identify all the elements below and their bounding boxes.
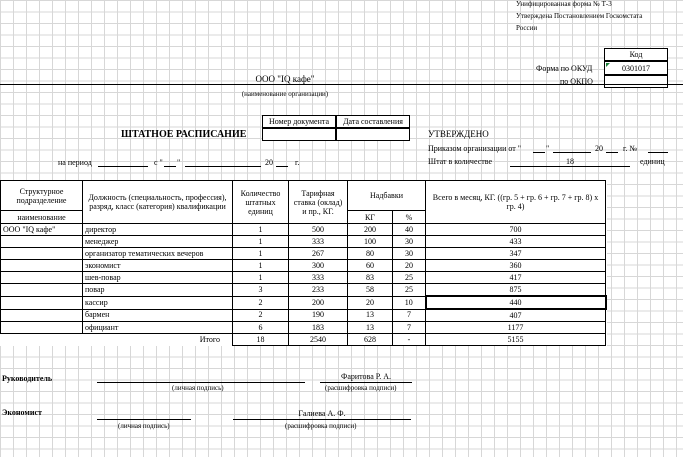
header-subdivision-name: наименование <box>1 211 83 224</box>
order-year-prefix: 20 <box>595 144 603 153</box>
row-dept[interactable] <box>1 284 83 297</box>
header-allowance-percent: % <box>393 211 426 224</box>
cell-comment-marker-icon <box>606 63 610 67</box>
okpo-label: по ОКПО <box>560 77 593 86</box>
order-g-no: г. № <box>623 144 638 153</box>
economist-name[interactable]: Галиева А. Ф. <box>298 409 346 418</box>
row-rate[interactable]: 500 <box>289 224 348 236</box>
period-year-prefix: 20 <box>265 158 273 167</box>
order-day-field[interactable] <box>533 152 545 153</box>
org-name-underline <box>0 84 683 85</box>
director-signature-line[interactable] <box>97 382 305 383</box>
header-position: Должность (специальность, профессия), разряд, класс (категория) квалификации <box>83 181 233 224</box>
org-caption: (наименование организации) <box>241 90 329 98</box>
selected-cell-total[interactable]: 440 <box>426 296 606 309</box>
row-allowance-kg[interactable]: 100 <box>348 236 393 248</box>
row-dept[interactable]: ООО "IQ кафе" <box>1 224 83 236</box>
row-dept[interactable] <box>1 272 83 284</box>
totals-rate[interactable]: 2540 <box>289 334 348 346</box>
order-label: Приказом организации от " <box>428 144 522 153</box>
row-dept[interactable] <box>1 236 83 248</box>
period-c-label: с " <box>154 158 163 167</box>
doc-date-label: Дата составления <box>343 117 403 126</box>
period-year-field[interactable] <box>276 166 288 167</box>
table-row[interactable] <box>1 248 606 260</box>
row-count[interactable]: 6 <box>233 322 289 334</box>
table-row[interactable] <box>1 309 606 322</box>
row-dept[interactable] <box>1 260 83 272</box>
okud-label: Форма по ОКУД <box>536 64 593 73</box>
row-position[interactable]: экономист <box>83 260 233 272</box>
doc-number-header <box>262 115 336 128</box>
period-label: на период <box>58 158 92 167</box>
order-number-field[interactable] <box>648 152 668 153</box>
doc-date-header <box>336 115 410 128</box>
director-signature-caption: (личная подпись) <box>172 384 224 392</box>
economist-name-line <box>233 419 411 420</box>
row-rate[interactable]: 200 <box>289 296 348 309</box>
row-rate[interactable]: 233 <box>289 284 348 297</box>
order-month-field[interactable] <box>553 152 591 153</box>
code-header-cell[interactable] <box>604 48 668 61</box>
row-rate[interactable]: 183 <box>289 322 348 334</box>
row-dept[interactable] <box>1 296 83 309</box>
approved-heading: УТВЕРЖДЕНО <box>428 129 489 139</box>
director-name-line <box>320 382 412 383</box>
period-g: г. <box>295 158 300 167</box>
director-name[interactable]: Фаритова Р. А. <box>341 372 391 381</box>
row-position[interactable]: бармен <box>83 309 233 322</box>
row-position[interactable]: организатор тематических вечеров <box>83 248 233 260</box>
table-row[interactable] <box>1 322 606 334</box>
doc-number-cell[interactable] <box>262 128 336 141</box>
totals-total[interactable]: 5155 <box>426 334 606 346</box>
director-label: Руководитель <box>2 374 53 383</box>
row-count[interactable]: 1 <box>233 272 289 284</box>
header-allowances: Надбавки <box>348 181 426 211</box>
row-allowance-kg[interactable]: 13 <box>348 322 393 334</box>
row-allowance-pct[interactable]: 40 <box>393 224 426 236</box>
period-day-field[interactable] <box>164 166 176 167</box>
row-allowance-pct[interactable]: 7 <box>393 322 426 334</box>
economist-signature-caption: (личная подпись) <box>118 422 170 430</box>
economist-decoding-caption: (расшифровка подписи) <box>285 422 357 430</box>
row-allowance-kg[interactable]: 20 <box>348 296 393 309</box>
row-allowance-kg[interactable]: 200 <box>348 224 393 236</box>
staff-count-underline <box>510 166 630 167</box>
table-row[interactable] <box>1 236 606 248</box>
totals-blank-1 <box>1 334 83 346</box>
row-total[interactable]: 407 <box>426 309 606 322</box>
header-allowance-kg: КГ <box>348 211 393 224</box>
row-rate[interactable]: 300 <box>289 260 348 272</box>
staff-units-label: единиц <box>640 157 665 166</box>
table-row[interactable] <box>1 224 606 236</box>
row-allowance-pct[interactable]: 30 <box>393 248 426 260</box>
row-allowance-kg[interactable]: 83 <box>348 272 393 284</box>
order-quote: " <box>546 144 550 153</box>
row-position[interactable]: кассир <box>83 296 233 309</box>
row-allowance-pct[interactable]: 10 <box>393 296 426 309</box>
form-note-line1: Унифицированная форма № Т-3 <box>516 0 612 8</box>
staff-count-label: Штат в количестве <box>428 157 493 166</box>
table-row[interactable] <box>1 260 606 272</box>
row-dept[interactable] <box>1 322 83 334</box>
row-total[interactable]: 1177 <box>426 322 606 334</box>
row-count[interactable]: 1 <box>233 236 289 248</box>
row-count[interactable]: 2 <box>233 296 289 309</box>
form-note-line3: России <box>516 24 538 32</box>
row-position[interactable]: менеджер <box>83 236 233 248</box>
totals-allowance-pct[interactable]: - <box>393 334 426 346</box>
order-year-field[interactable] <box>606 152 618 153</box>
okpo-code-cell[interactable] <box>604 75 668 88</box>
row-total[interactable]: 417 <box>426 272 606 284</box>
staffing-table <box>0 180 607 346</box>
row-allowance-kg[interactable]: 60 <box>348 260 393 272</box>
row-allowance-pct[interactable]: 25 <box>393 272 426 284</box>
row-count[interactable]: 1 <box>233 260 289 272</box>
row-allowance-kg[interactable]: 80 <box>348 248 393 260</box>
row-total[interactable]: 875 <box>426 284 606 297</box>
staff-count-value[interactable]: 18 <box>566 157 574 166</box>
economist-label: Экономист <box>2 408 42 417</box>
row-allowance-pct[interactable]: 20 <box>393 260 426 272</box>
okud-code-cell[interactable] <box>604 61 668 75</box>
row-count[interactable]: 1 <box>233 224 289 236</box>
period-quote: " <box>177 158 181 167</box>
row-total[interactable]: 433 <box>426 236 606 248</box>
row-position[interactable]: официант <box>83 322 233 334</box>
header-total: Всего в месяц, КГ. ((гр. 5 + гр. 6 + гр. 7 + гр. 8) х гр. 4) <box>426 181 606 224</box>
org-name[interactable]: ООО "IQ кафе" <box>255 74 315 84</box>
row-allowance-pct[interactable]: 25 <box>393 284 426 297</box>
table-row[interactable] <box>1 296 606 309</box>
totals-allowance-kg[interactable]: 628 <box>348 334 393 346</box>
header-count: Количество штатных единиц <box>233 181 289 224</box>
doc-number-label: Номер документа <box>268 117 329 126</box>
form-note-line2: Утверждена Постановлением Госкомстата <box>516 12 643 20</box>
row-rate[interactable]: 190 <box>289 309 348 322</box>
row-allowance-kg[interactable]: 13 <box>348 309 393 322</box>
row-count[interactable]: 3 <box>233 284 289 297</box>
economist-signature-line[interactable] <box>97 419 191 420</box>
row-total[interactable]: 347 <box>426 248 606 260</box>
row-position[interactable]: повар <box>83 284 233 297</box>
row-allowance-kg[interactable]: 58 <box>348 284 393 297</box>
doc-date-cell[interactable] <box>336 128 410 141</box>
row-count[interactable]: 2 <box>233 309 289 322</box>
totals-label: Итого <box>199 334 220 344</box>
row-count[interactable]: 1 <box>233 248 289 260</box>
row-position[interactable]: шев-повар <box>83 272 233 284</box>
director-decoding-caption: (расшифровка подписи) <box>325 384 397 392</box>
table-row[interactable] <box>1 272 606 284</box>
period-month-field[interactable] <box>185 166 261 167</box>
okud-value: 0301017 <box>622 64 650 73</box>
row-rate[interactable]: 333 <box>289 272 348 284</box>
row-total[interactable]: 360 <box>426 260 606 272</box>
period-field-1[interactable] <box>98 166 148 167</box>
row-dept[interactable] <box>1 309 83 322</box>
row-rate[interactable]: 267 <box>289 248 348 260</box>
table-row[interactable] <box>1 284 606 297</box>
code-label: Код <box>629 50 643 59</box>
totals-count[interactable]: 18 <box>233 334 289 346</box>
totals-row[interactable] <box>1 334 606 346</box>
row-allowance-pct[interactable]: 30 <box>393 236 426 248</box>
row-rate[interactable]: 333 <box>289 236 348 248</box>
page-title: ШТАТНОЕ РАСПИСАНИЕ <box>121 129 247 140</box>
row-allowance-pct[interactable]: 7 <box>393 309 426 322</box>
header-rate: Тарифная ставка (оклад) и пр., КГ. <box>289 181 348 224</box>
header-subdivision: Структурное подразделение <box>1 181 83 211</box>
row-total[interactable]: 700 <box>426 224 606 236</box>
row-position[interactable]: директор <box>83 224 233 236</box>
row-dept[interactable] <box>1 248 83 260</box>
